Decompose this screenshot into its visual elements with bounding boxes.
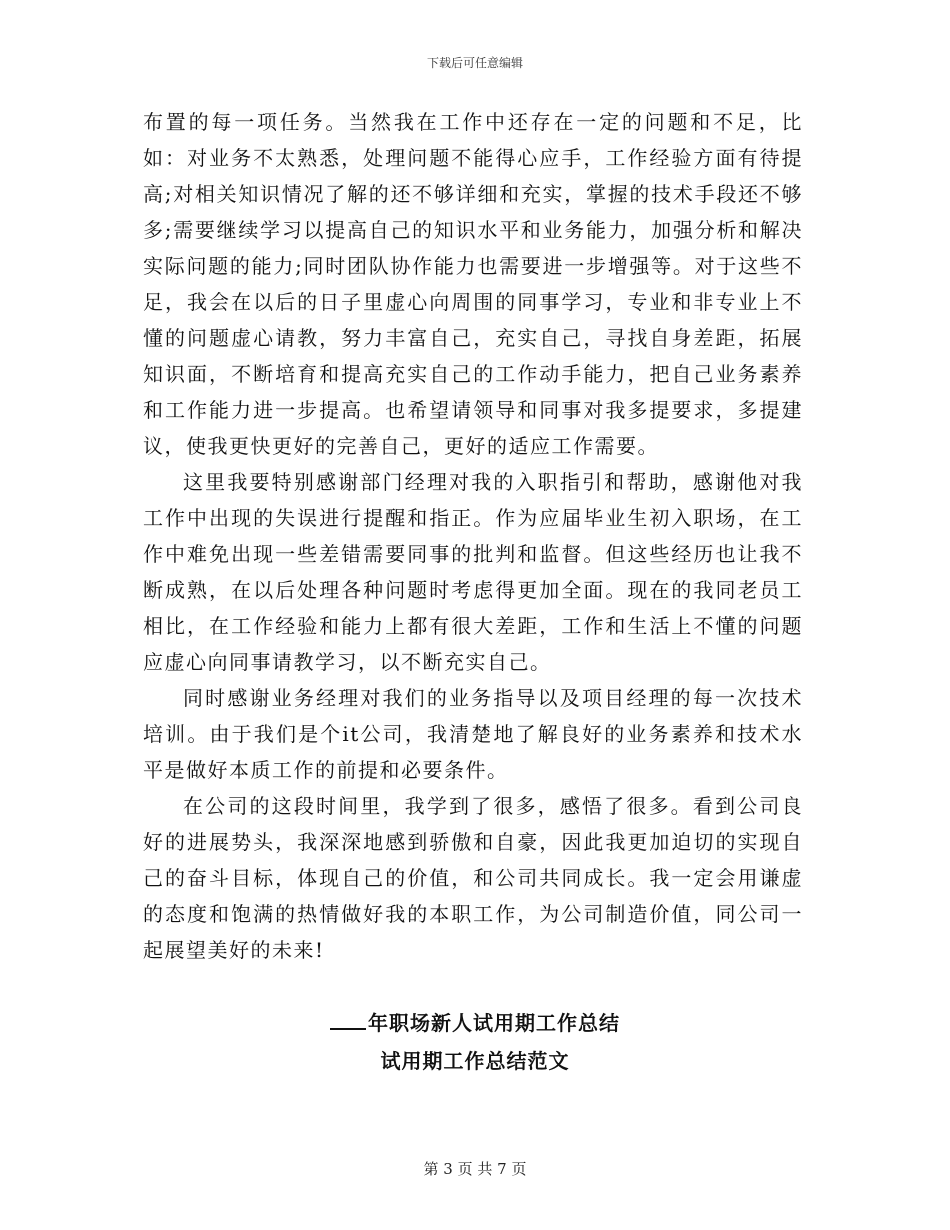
paragraph: 布置的每一项任务。当然我在工作中还存在一定的问题和不足，比如：对业务不太熟悉，处理问题不能得心应手，工作经验方面有待提高;对相关知识情况了解的还不够详细和充实，掌握的技术手段还不够多;需要继续学习以提高自己的知识水平和业务能力，加强分析和解决实际问题的能力;同时团队协作能力也需要进一步增强等。对于这些不足，我会在以后的日子里虚心向周围的同事学习，专业和非专业上不懂的问题虚心请教，努力丰富自己，充实自己，寻找自身差距，拓展知识面，不断培育和提高充实自己的工作动手能力，把自己业务素养和工作能力进一步提高。也希望请领导和同事对我多提要求，多提建议，使我更快更好的完善自己，更好的适应工作需要。 bbox=[143, 110, 803, 458]
paragraph: 同时感谢业务经理对我们的业务指导以及项目经理的每一次技术培训。由于我们是个it公司，我清楚地了解良好的业务素养和技术水平是做好本质工作的前提和必要条件。 bbox=[143, 686, 803, 782]
paragraph: 在公司的这段时间里，我学到了很多，感悟了很多。看到公司良好的进展势头，我深深地感到骄傲和自豪，因此我更加迫切的实现自己的奋斗目标，体现自己的价值，和公司共同成长。我一定会用谦虚的态度和饱满的热情做好我的本职工作，为公司制造价值，同公司一起展望美好的未来! bbox=[143, 794, 803, 962]
page-header: 下载后可任意编辑 bbox=[426, 56, 523, 70]
document-body bbox=[143, 104, 803, 968]
year-blank-line bbox=[330, 1010, 366, 1030]
document-title bbox=[0, 1007, 950, 1036]
document-title-text: 年职场新人试用期工作总结 bbox=[368, 1011, 620, 1035]
document-subtitle: 试用期工作总结范文 bbox=[380, 1049, 570, 1073]
page-number: 第 3 页 共 7 页 bbox=[423, 1160, 527, 1178]
paragraph: 这里我要特别感谢部门经理对我的入职指引和帮助，感谢他对我工作中出现的失误进行提醒和指正。作为应届毕业生初入职场，在工作中难免出现一些差错需要同事的批判和监督。但这些经历也让我不断成熟，在以后处理各种问题时考虑得更加全面。现在的我同老员工相比，在工作经验和能力上都有很大差距，工作和生活上不懂的问题应虚心向同事请教学习，以不断充实自己。 bbox=[143, 470, 803, 674]
